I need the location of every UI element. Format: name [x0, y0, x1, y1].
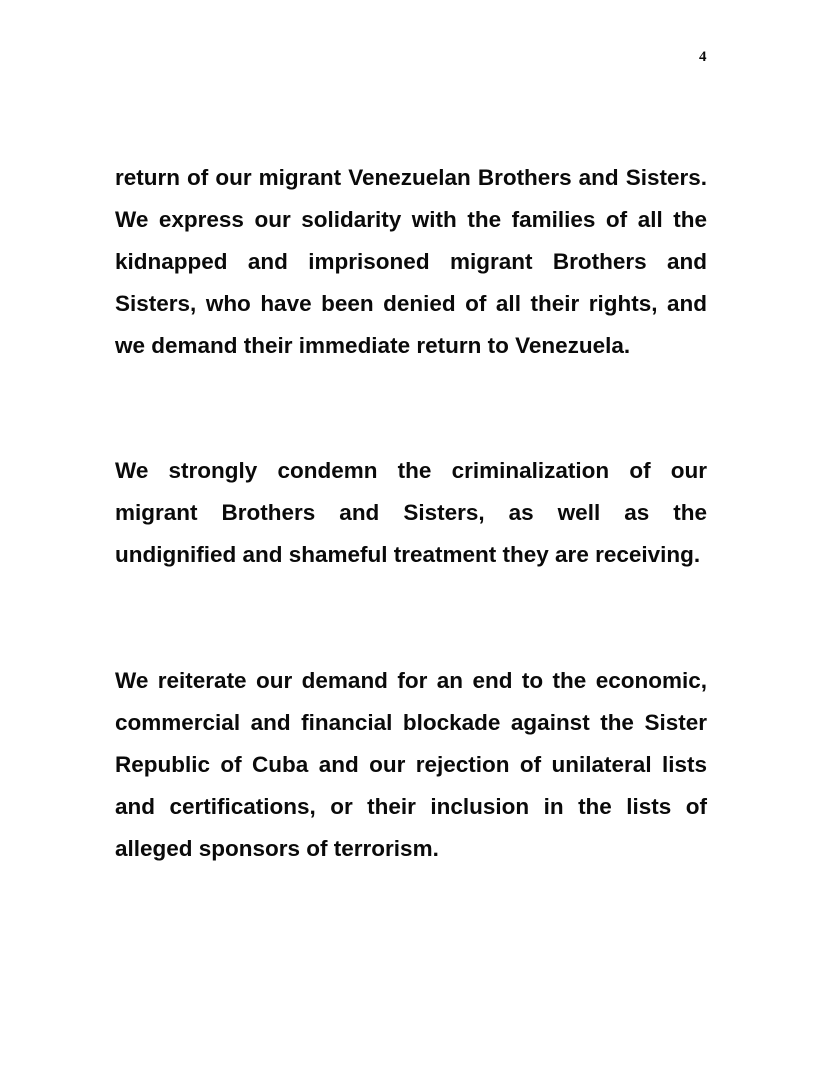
paragraph-migrant-solidarity: return of our migrant Venezuelan Brothers and Sisters. We express our solidarity with the families of all the kidnapped and imprisoned migrant Brothers and Sisters, who have been denied of all their rights, and we demand their immediate return to Venezuela.: [115, 165, 707, 358]
page-number: 4: [699, 49, 707, 65]
paragraph-cuba-blockade: We reiterate our demand for an end to the economic, commercial and financial blockade against the Sister Republic of Cuba and our rejection of unilateral lists and certifications, or their inclusion in the lists of alleged sponsors of terrorism.: [115, 668, 707, 861]
paragraph-condemn-criminalization: We strongly condemn the criminalization of our migrant Brothers and Sisters, as well as the undignified and shameful treatment they are receiving.: [115, 458, 707, 567]
